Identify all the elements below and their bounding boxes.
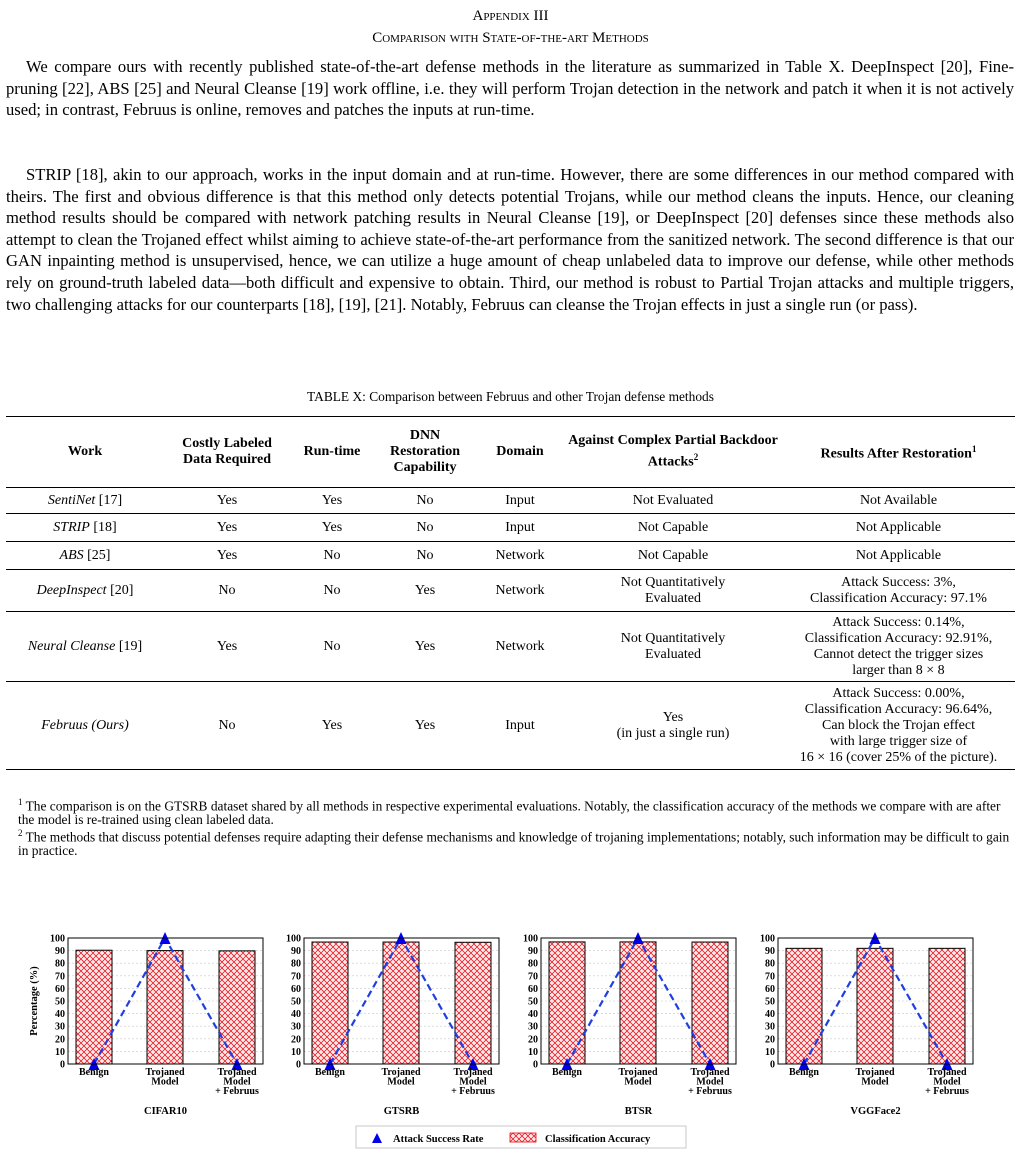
chart-title: CIFAR10: [144, 1106, 187, 1117]
x-tick-label: Trojaned: [618, 1067, 658, 1078]
y-tick-label: 0: [770, 1059, 775, 1071]
x-tick-label: + Februus: [688, 1086, 732, 1097]
cell-line: Not Available: [859, 492, 938, 508]
x-tick-label: Model: [624, 1076, 652, 1088]
chart-title: GTSRB: [383, 1106, 420, 1117]
y-tick-label: 60: [55, 983, 65, 995]
x-tick-label: Trojaned: [927, 1067, 967, 1078]
cell-domain: Input: [505, 492, 535, 508]
footnote-2: $^2$ The methods that discuss potential defenses require adapting their defense mechanisms and knowledge of trojaning implementations; notably, such information may be difficult to gain in practice.: [18, 828, 1010, 859]
x-tick-label: + Februus: [215, 1086, 259, 1097]
y-tick-label: 60: [528, 983, 538, 995]
cell-line: Yes: [662, 709, 684, 725]
chart-vggface2: [760, 932, 973, 1117]
cell-against: [564, 570, 782, 612]
method-ref: [25]: [83, 547, 111, 563]
cell-results: [782, 682, 1015, 770]
y-tick-label: 80: [765, 958, 775, 970]
method-ref: [17]: [95, 492, 123, 508]
cell-line: Classification Accuracy: 96.64%,: [804, 701, 993, 717]
y-tick-label: 50: [291, 996, 301, 1008]
cell-costly: Yes: [216, 519, 238, 535]
method-name: ABS: [59, 547, 84, 563]
cell-line: Cannot detect the trigger sizes: [813, 646, 984, 662]
cell-dnn: Yes: [414, 638, 436, 654]
cell-costly: Yes: [216, 547, 238, 563]
y-tick-label: 10: [291, 1046, 301, 1058]
y-tick-label: 100: [286, 933, 301, 945]
method-ref: [19]: [115, 638, 143, 654]
cell-work: [6, 514, 164, 542]
method-name: Februus (Ours): [41, 717, 129, 733]
y-tick-label: 80: [55, 958, 65, 970]
y-tick-label: 0: [296, 1059, 301, 1071]
x-tick-label: Trojaned: [217, 1067, 257, 1078]
x-tick-label: + Februus: [451, 1086, 495, 1097]
cell-work: [6, 570, 164, 612]
y-tick-label: 90: [291, 946, 301, 958]
cell-dnn: No: [416, 547, 434, 563]
table-caption: TABLE X: Comparison between Februus and other Trojan defense methods: [307, 389, 714, 404]
method-ref: [20]: [106, 582, 134, 598]
chart-title: BTSR: [624, 1106, 653, 1117]
accuracy-bar: [857, 948, 893, 1064]
cell-results: [782, 612, 1015, 682]
cell-results: [782, 514, 1015, 542]
cell-runtime: Yes: [321, 717, 343, 733]
x-tick-label: Model: [696, 1076, 724, 1088]
y-tick-label: 10: [528, 1046, 538, 1058]
accuracy-bar: [549, 942, 585, 1064]
cell-costly: Yes: [216, 492, 238, 508]
cell-line: Attack Success: 3%,: [841, 574, 956, 590]
x-tick-label: Benign: [314, 1067, 346, 1078]
cell-dnn: No: [416, 519, 434, 535]
legend-accuracy-label: Classification Accuracy: [545, 1134, 651, 1145]
cell-domain: Input: [505, 519, 535, 535]
x-tick-label: Benign: [788, 1067, 820, 1078]
y-tick-label: 40: [528, 1009, 538, 1021]
x-tick-label: Trojaned: [145, 1067, 185, 1078]
x-tick-label: Benign: [78, 1067, 110, 1078]
chart-cifar10: [29, 932, 263, 1117]
cell-results: [782, 542, 1015, 570]
y-tick-label: 20: [528, 1034, 538, 1046]
y-tick-label: 10: [765, 1046, 775, 1058]
y-tick-label: 30: [528, 1021, 538, 1033]
cell-runtime: No: [323, 582, 341, 598]
header-domain: Domain: [496, 444, 544, 459]
table-row: [6, 514, 1015, 542]
cell-results: [782, 488, 1015, 514]
y-tick-label: 50: [765, 996, 775, 1008]
cell-line: Can block the Trojan effect: [822, 717, 975, 733]
cell-against: [564, 514, 782, 542]
y-tick-label: 90: [55, 946, 65, 958]
x-tick-label: Trojaned: [453, 1067, 493, 1078]
y-tick-label: 20: [55, 1034, 65, 1046]
x-tick-label: Model: [151, 1076, 179, 1088]
y-tick-label: 30: [765, 1021, 775, 1033]
cell-line: Not Applicable: [855, 547, 942, 563]
y-tick-label: 100: [760, 933, 775, 945]
table-row: [6, 542, 1015, 570]
cell-against: [564, 542, 782, 570]
y-tick-label: 10: [55, 1046, 65, 1058]
cell-domain: Network: [495, 547, 545, 563]
accuracy-bar: [786, 948, 822, 1064]
cell-domain: Network: [495, 582, 545, 598]
y-tick-label: 80: [528, 958, 538, 970]
y-tick-label: 40: [55, 1009, 65, 1021]
section-title: Comparison with State-of-the-art Methods: [372, 30, 649, 46]
y-tick-label: 0: [60, 1059, 65, 1071]
x-tick-label: Benign: [551, 1067, 583, 1078]
cell-domain: Network: [495, 638, 545, 654]
table-row: [6, 682, 1015, 770]
y-tick-label: 60: [291, 983, 301, 995]
footnote-1: $^1$ The comparison is on the GTSRB dataset shared by all methods in respective experimental evaluations. Notably, the classification accuracy of the methods we compare with are after the model is re-trained using clean labeled data.: [18, 797, 1001, 828]
accuracy-bar: [76, 950, 112, 1064]
y-tick-label: 100: [523, 933, 538, 945]
y-tick-label: 30: [55, 1021, 65, 1033]
cell-costly: Yes: [216, 638, 238, 654]
cell-against: [564, 612, 782, 682]
y-tick-label: 40: [291, 1009, 301, 1021]
cell-costly: No: [218, 717, 236, 733]
y-tick-label: 40: [765, 1009, 775, 1021]
cell-line: Not Capable: [637, 547, 709, 563]
cell-against: [564, 488, 782, 514]
cell-line: 16 × 16 (cover 25% of the picture).: [799, 749, 998, 765]
y-tick-label: 30: [291, 1021, 301, 1033]
cell-line: Not Applicable: [855, 519, 942, 535]
cell-line: Not Evaluated: [632, 492, 714, 508]
x-tick-label: Trojaned: [690, 1067, 730, 1078]
cell-line: Not Capable: [637, 519, 709, 535]
cell-line: (in just a single run): [616, 725, 730, 741]
y-tick-label: 70: [55, 971, 65, 983]
cell-costly: No: [218, 582, 236, 598]
header-against: Against Complex Partial Backdoor Attacks$^2$: [568, 433, 778, 470]
y-tick-label: 50: [528, 996, 538, 1008]
chart-btsr: [523, 932, 736, 1117]
header-costly: Costly Labeled Data Required: [182, 436, 272, 467]
comparison-table: [6, 416, 1015, 770]
x-tick-label: Model: [933, 1076, 961, 1088]
cell-dnn: No: [416, 492, 434, 508]
x-tick-label: Trojaned: [855, 1067, 895, 1078]
cell-line: larger than 8 × 8: [852, 662, 945, 678]
table-header-row: [6, 417, 1015, 488]
legend-attack-label: Attack Success Rate: [393, 1134, 484, 1145]
x-tick-label: Model: [459, 1076, 487, 1088]
cell-line: Classification Accuracy: 92.91%,: [804, 630, 993, 646]
cell-line: Not Quantitatively: [620, 630, 726, 646]
cell-runtime: No: [323, 638, 341, 654]
x-tick-label: Trojaned: [381, 1067, 421, 1078]
appendix-title: Appendix III: [472, 8, 549, 24]
cell-work: [6, 682, 164, 770]
y-tick-label: 0: [533, 1059, 538, 1071]
cell-work: [6, 612, 164, 682]
cell-line: Attack Success: 0.14%,: [832, 614, 965, 630]
accuracy-bar: [692, 942, 728, 1064]
paragraph-1: We compare ours with recently published state-of-the-art defense methods in the literature as summarized in Table X. DeepInspect [20], Fine-pruning [22], ABS [25] and Neural Cleanse [19] work offline, i.e. they will perform Trojan detection in the network and patch it when it is not actively used; in contrast, Februus is online, removes and patches the inputs at run-time.: [6, 57, 1014, 120]
y-tick-label: 70: [291, 971, 301, 983]
x-tick-label: Model: [223, 1076, 251, 1088]
x-tick-label: Model: [861, 1076, 889, 1088]
cell-line: Evaluated: [645, 590, 701, 606]
cell-dnn: Yes: [414, 582, 436, 598]
method-name: SentiNet: [47, 492, 96, 508]
legend-accuracy-swatch: [510, 1133, 536, 1142]
cell-line: Evaluated: [645, 646, 701, 662]
method-ref: [18]: [89, 519, 117, 535]
cell-line: Classification Accuracy: 97.1%: [810, 590, 987, 606]
method-name: Neural Cleanse: [27, 638, 116, 654]
y-tick-label: 100: [50, 933, 65, 945]
x-tick-label: Model: [387, 1076, 415, 1088]
cell-line: with large trigger size of: [829, 733, 968, 749]
method-name: DeepInspect: [36, 582, 107, 598]
y-tick-label: 80: [291, 958, 301, 970]
cell-work: [6, 542, 164, 570]
chart-legend: [356, 1126, 686, 1148]
table-row: [6, 570, 1015, 612]
y-tick-label: 20: [291, 1034, 301, 1046]
paragraph-2: STRIP [18], akin to our approach, works in the input domain and at run-time. However, there are some differences in our method compared with theirs. The first and obvious difference is that this method only detects potential Trojans, while our method cleans the inputs. Hence, our cleaning method results should be compared with network patching results in Neural Cleanse [19], or DeepInspect [20] defenses since these methods also attempt to clean the Trojaned effect whilst aiming to achieve state-of-the-art performance from the sanitized network. The second difference is that our GAN inpainting method is unsupervised, hence, we can utilize a huge amount of cheap unlabeled data to improve our defense, while other methods rely on ground-truth labeled data—both difficult and expensive to obtain. Third, our method is robust to Partial Trojan attacks and multiple triggers, two challenging attacks for our counterparts [18], [19], [21]. Notably, Februus can cleanse the Trojan effects in just a single run (or pass).: [6, 165, 1014, 314]
y-tick-label: 90: [765, 946, 775, 958]
y-tick-label: 20: [765, 1034, 775, 1046]
cell-against: [564, 682, 782, 770]
method-name: STRIP: [53, 519, 90, 535]
table-row: [6, 488, 1015, 514]
accuracy-bar: [929, 948, 965, 1064]
chart-gtsrb: [286, 932, 499, 1117]
figure-bar-charts: [0, 920, 1021, 1157]
header-runtime: Run-time: [303, 444, 361, 459]
cell-line: Not Quantitatively: [620, 574, 726, 590]
header-results: Results After Restoration$^1$: [820, 444, 977, 462]
header-work: Work: [67, 444, 103, 459]
accuracy-bar: [455, 942, 491, 1064]
cell-work: [6, 488, 164, 514]
chart-title: VGGFace2: [850, 1106, 901, 1117]
cell-line: Attack Success: 0.00%,: [832, 685, 965, 701]
accuracy-bar: [219, 951, 255, 1064]
accuracy-bar: [147, 951, 183, 1064]
cell-results: [782, 570, 1015, 612]
y-tick-label: 70: [765, 971, 775, 983]
cell-domain: Input: [505, 717, 535, 733]
y-axis-label: Percentage (%): [29, 966, 40, 1036]
cell-runtime: Yes: [321, 519, 343, 535]
y-tick-label: 90: [528, 946, 538, 958]
header-dnn: DNN Restoration Capability: [390, 428, 460, 475]
accuracy-bar: [312, 942, 348, 1064]
cell-runtime: No: [323, 547, 341, 563]
x-tick-label: + Februus: [925, 1086, 969, 1097]
y-tick-label: 50: [55, 996, 65, 1008]
cell-dnn: Yes: [414, 717, 436, 733]
y-tick-label: 60: [765, 983, 775, 995]
y-tick-label: 70: [528, 971, 538, 983]
cell-runtime: Yes: [321, 492, 343, 508]
table-row: [6, 612, 1015, 682]
